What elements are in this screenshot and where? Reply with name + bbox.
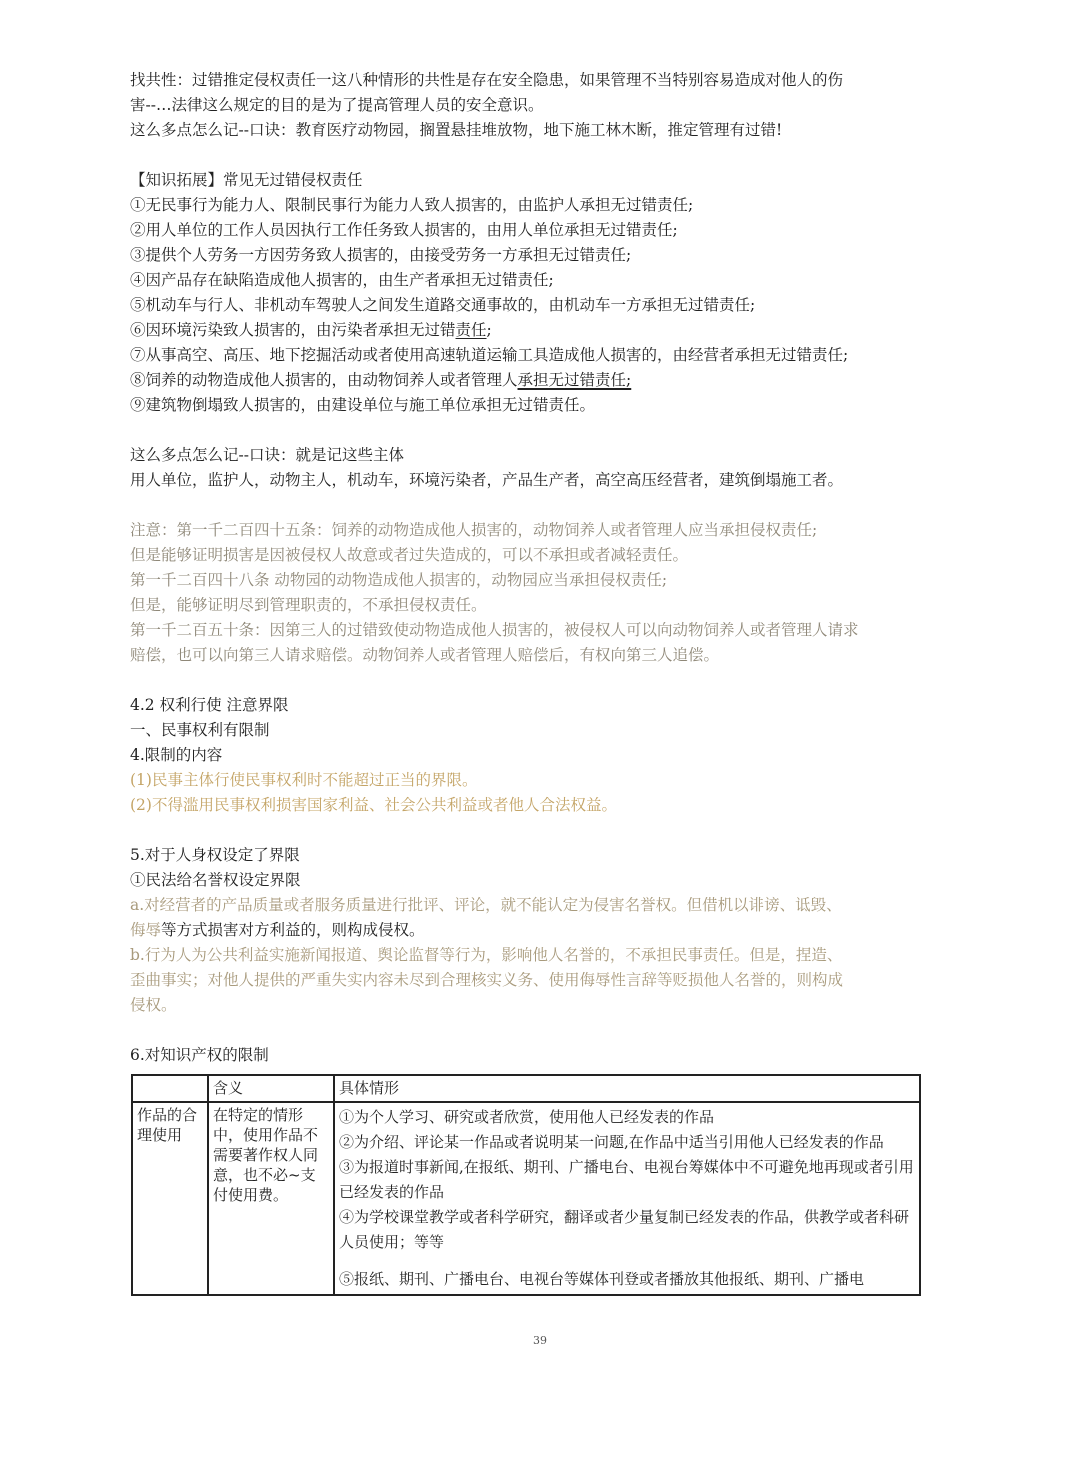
- case-item: ①为个人学习、研究或者欣赏，使用他人已经发表的作品: [339, 1108, 715, 1126]
- section-4-2-subtitle: 一、民事权利有限制: [130, 721, 270, 739]
- expansion-title: 【知识拓展】常见无过错侵权责任: [130, 171, 363, 189]
- reputation-point-b-end: 侵权。: [130, 996, 177, 1014]
- section-4-2-title: 4.2 权利行使 注意界限: [130, 696, 289, 714]
- table-header-cell: [132, 1075, 208, 1102]
- row-cases-cell: [334, 1102, 920, 1295]
- underlined-text: 责任: [455, 321, 487, 339]
- expansion-item: ④因产品存在缺陷造成他人损害的，由生产者承担无过错责任;: [130, 271, 554, 289]
- table-header-cell: 具体情形: [334, 1075, 920, 1102]
- expansion-item-7: ⑦从事高空、高压、地下挖掘活动或者使用高速轨道运输工具造成他人损害的，由经营者承担无过错责任;: [130, 346, 849, 364]
- page-number: 39: [533, 1334, 547, 1347]
- note-line: 赔偿，也可以向第三人请求赔偿。动物饲养人或者管理人赔偿后，有权向第三人追偿。: [130, 646, 720, 664]
- expansion-item-8: ⑧饲养的动物造成他人损害的，由动物饲养人或者管理人承担无过错责任;: [130, 371, 632, 389]
- expansion-item-6: ⑥因环境污染致人损害的，由污染者承担无过错责任;: [130, 321, 492, 339]
- ip-limits-table: [131, 1074, 921, 1296]
- reputation-point-b-cont: 歪曲事实；对他人提供的严重失实内容未尽到合理核实义务、使用侮辱性言辞等贬损他人名誉的，则构成: [130, 971, 844, 989]
- section-5-title: 5.对于人身权设定了界限: [130, 846, 300, 864]
- note-line: 第一千二百四十八条 动物园的动物造成他人损害的，动物园应当承担侵权责任;: [130, 571, 668, 589]
- case-item: ③为报道时事新闻,在报纸、期刊、广播电台、电视台筹媒体中不可避免地再现或者引用已经发表的作品: [339, 1158, 914, 1201]
- reputation-point-a: a.对经营者的产品质量或者服务质量进行批评、评论，就不能认定为侵害名誉权。但借机以诽谤、诋毁、: [130, 896, 842, 914]
- table-header-cell: 含义: [208, 1075, 334, 1102]
- case-item: ④为学校课堂教学或者科学研究，翻译或者少量复制已经发表的作品，供教学或者科研人员使用；等等: [339, 1208, 910, 1251]
- note-line: 但是能够证明损害是因被侵权人故意或者过失造成的，可以不承担或者减轻责任。: [130, 546, 689, 564]
- intro-line-1: 找共性：过错推定侵权责任一这八种情形的共性是存在安全隐患，如果管理不当特别容易造成对他人的伤: [130, 71, 844, 89]
- expansion-item: ②用人单位的工作人员因执行工作任务致人损害的，由用人单位承担无过错责任;: [130, 221, 678, 239]
- table-header-row: [132, 1075, 920, 1102]
- mnemonic-title: 这么多点怎么记--口诀：就是记这些主体: [130, 446, 404, 464]
- section-6-title: 6.对知识产权的限制: [130, 1046, 269, 1064]
- reputation-point-b: b.行为人为公共利益实施新闻报道、舆论监督等行为，影响他人名誉的，不承担民事责任。但是，捏造、: [130, 946, 843, 964]
- intro-mnemonic: 这么多点怎么记--口诀：教育医疗动物园，搁置悬挂堆放物，地下施工林木断，推定管理有过错!: [130, 121, 783, 139]
- table-row: [132, 1102, 920, 1295]
- row-label-cell: 作品的合理使用: [132, 1102, 208, 1295]
- case-item: ⑤报纸、期刊、广播电台、电视台等媒体刊登或者播放其他报纸、期刊、广播电: [339, 1270, 865, 1288]
- note-line: 注意：第一千二百四十五条：饲养的动物造成他人损害的，动物饲养人或者管理人应当承担侵权责任;: [130, 521, 818, 539]
- underlined-text: 承担无过错责任;: [517, 371, 632, 389]
- intro-line-2: 害--…法律这么规定的目的是为了提高管理人员的安全意识。: [130, 96, 544, 114]
- row-meaning-cell: 在特定的情形中，使用作品不需要著作权人同意，也不必~支付使用费。: [208, 1102, 334, 1295]
- note-line: 但是，能够证明尽到管理职责的，不承担侵权责任。: [130, 596, 487, 614]
- expansion-item: ①无民事行为能力人、限制民事行为能力人致人损害的，由监护人承担无过错责任;: [130, 196, 694, 214]
- reputation-point-a-cont: 侮辱等方式损害对方利益的，则构成侵权。: [130, 921, 425, 939]
- expansion-item: ⑤机动车与行人、非机动车驾驶人之间发生道路交通事故的，由机动车一方承担无过错责任;: [130, 296, 756, 314]
- section-4-heading: 4.限制的内容: [130, 746, 223, 764]
- mnemonic-subjects: 用人单位，监护人，动物主人，机动车，环境污染者，产品生产者，高空高压经营者，建筑倒塌施工者。: [130, 471, 844, 489]
- limit-point-2: (2)不得滥用民事权利损害国家利益、社会公共利益或者他人合法权益。: [130, 796, 617, 814]
- limit-point-1: (1)民事主体行使民事权利时不能超过正当的界限。: [130, 771, 478, 789]
- page-content: [130, 68, 930, 1068]
- note-line: 第一千二百五十条：因第三人的过错致使动物造成他人损害的，被侵权人可以向动物饲养人或者管理人请求: [130, 621, 859, 639]
- expansion-item: ③提供个人劳务一方因劳务致人损害的，由接受劳务一方承担无过错责任;: [130, 246, 632, 264]
- expansion-item-9: ⑨建筑物倒塌致人损害的，由建设单位与施工单位承担无过错责任。: [130, 396, 596, 414]
- section-5-subtitle: ①民法给名誉权设定界限: [130, 871, 301, 889]
- case-item: ②为介绍、评论某一作品或者说明某一问题,在作品中适当引用他人已经发表的作品: [339, 1133, 884, 1151]
